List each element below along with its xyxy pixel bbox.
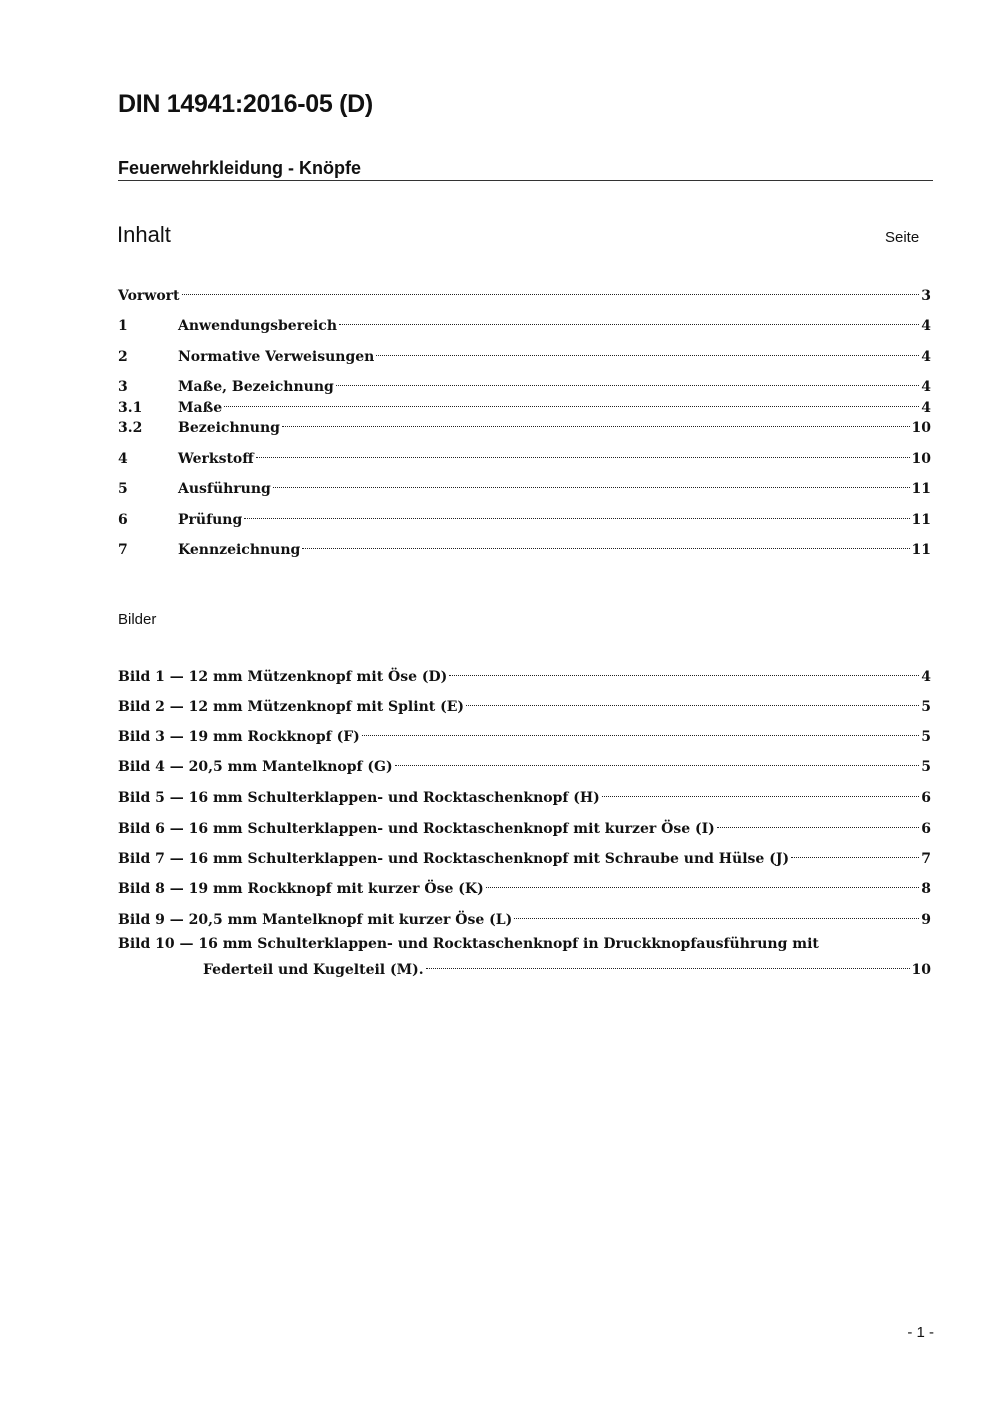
- toc-entry-label: Werkstoff: [178, 451, 254, 467]
- toc-entry-label: Ausführung: [178, 481, 271, 497]
- figure-entry-page: 4: [921, 669, 931, 685]
- toc-leader: [426, 954, 910, 974]
- toc-leader: [336, 371, 919, 391]
- toc-leader: [602, 782, 919, 802]
- figure-entry[interactable]: [118, 934, 931, 980]
- figure-entry-label: Bild 7 — 16 mm Schulterklappen- und Rocktaschenknopf mit Schraube und Hülse (J): [118, 851, 790, 867]
- toc-entry-page: 10: [911, 420, 931, 436]
- toc-leader: [224, 392, 919, 412]
- figure-entry-label: Bild 2 — 12 mm Mützenknopf mit Splint (E): [118, 699, 465, 715]
- toc-leader: [466, 691, 919, 711]
- toc-leader: [273, 473, 910, 493]
- toc-leader: [256, 443, 910, 463]
- toc-entry[interactable]: [118, 443, 931, 467]
- toc-leader: [449, 661, 919, 681]
- toc-entry-label: Vorwort: [118, 288, 180, 304]
- toc-entry[interactable]: [118, 473, 931, 497]
- toc-entry-label: Bezeichnung: [178, 420, 280, 436]
- figure-entry-label: Bild 10 — 16 mm Schulterklappen- und Rocktaschenknopf in Druckknopfausführung mit: [118, 936, 819, 952]
- toc-entry-number: 3.2: [118, 420, 143, 436]
- document-title: DIN 14941:2016-05 (D): [118, 90, 373, 118]
- figure-entry-label: Bild 8 — 19 mm Rockknopf mit kurzer Öse (K): [118, 881, 484, 897]
- toc-entry[interactable]: [118, 310, 931, 334]
- toc-leader: [486, 873, 920, 893]
- figure-entry[interactable]: [118, 873, 931, 897]
- toc-heading: Inhalt: [117, 222, 171, 247]
- toc-entry[interactable]: [118, 504, 931, 528]
- figure-entry-label: Bild 9 — 20,5 mm Mantelknopf mit kurzer Öse (L): [118, 912, 513, 928]
- figure-entry-label: Bild 6 — 16 mm Schulterklappen- und Rocktaschenknopf mit kurzer Öse (I): [118, 821, 715, 837]
- figure-entry-label-line2: Federteil und Kugelteil (M).: [203, 962, 424, 978]
- figure-entry-page: 5: [921, 699, 931, 715]
- figure-entry[interactable]: [118, 751, 931, 775]
- figure-entry-page: 6: [921, 790, 931, 806]
- toc-entry-number: 5: [118, 481, 128, 497]
- toc-entry-label: Normative Verweisungen: [178, 349, 375, 365]
- toc-entry[interactable]: [118, 392, 931, 416]
- toc-entry-label: Anwendungsbereich: [178, 318, 337, 334]
- toc-leader: [717, 813, 919, 833]
- figure-entry-page: 5: [921, 759, 931, 775]
- toc-leader: [791, 843, 919, 863]
- toc-entry-label: Maße: [178, 400, 223, 416]
- figure-entry-label: Bild 4 — 20,5 mm Mantelknopf (G): [118, 759, 393, 775]
- figure-entry-continuation: [118, 954, 931, 980]
- figure-entry[interactable]: [118, 721, 931, 745]
- toc-entry-number: 3: [118, 379, 128, 395]
- toc-entry-number: 3.1: [118, 400, 143, 416]
- toc-entry-label: Maße, Bezeichnung: [178, 379, 334, 395]
- figure-entry-label: Bild 3 — 19 mm Rockknopf (F): [118, 729, 360, 745]
- toc-entry-number: 2: [118, 349, 128, 365]
- toc-leader: [362, 721, 919, 741]
- toc-entry-number: 4: [118, 451, 128, 467]
- figure-entry[interactable]: [118, 782, 931, 806]
- toc-entry-page: 11: [911, 481, 931, 497]
- toc-entry[interactable]: [118, 412, 931, 436]
- toc-entry-label: Kennzeichnung: [178, 542, 301, 558]
- figure-entry[interactable]: [118, 904, 931, 928]
- figure-entry-page: 8: [921, 881, 931, 897]
- figure-entry[interactable]: [118, 843, 931, 867]
- figure-entry-label: Bild 1 — 12 mm Mützenknopf mit Öse (D): [118, 669, 448, 685]
- toc-leader: [514, 904, 919, 924]
- toc-leader: [302, 534, 909, 554]
- toc-entry-number: 1: [118, 318, 128, 334]
- toc-entry-number: 7: [118, 542, 128, 558]
- document-subtitle: Feuerwehrkleidung - Knöpfe: [118, 158, 933, 181]
- toc-entry-label: Prüfung: [178, 512, 243, 528]
- toc-leader: [182, 280, 920, 300]
- figure-entry-page: 5: [921, 729, 931, 745]
- figure-entry-label: Bild 5 — 16 mm Schulterklappen- und Rocktaschenknopf (H): [118, 790, 600, 806]
- toc-entry-page: 3: [921, 288, 931, 304]
- toc-entry[interactable]: [118, 280, 931, 304]
- figure-entry-page: 10: [911, 962, 931, 978]
- toc-entry[interactable]: [118, 371, 931, 395]
- toc-leader: [244, 504, 909, 524]
- toc-leader: [395, 751, 920, 771]
- toc-entry-page: 4: [921, 318, 931, 334]
- toc-entry-page: 11: [911, 512, 931, 528]
- toc-entry[interactable]: [118, 341, 931, 365]
- toc-leader: [376, 341, 919, 361]
- page-number: - 1 -: [907, 1324, 934, 1341]
- toc-entry[interactable]: [118, 534, 931, 558]
- figure-entry-page: 9: [921, 912, 931, 928]
- figure-entry[interactable]: [118, 813, 931, 837]
- figure-entry-page: 6: [921, 821, 931, 837]
- toc-page-label: Seite: [885, 229, 920, 246]
- toc-entry-page: 4: [921, 400, 931, 416]
- toc-entry-number: 6: [118, 512, 128, 528]
- toc-entry-page: 4: [921, 379, 931, 395]
- toc-entry-page: 4: [921, 349, 931, 365]
- figure-entry[interactable]: [118, 661, 931, 685]
- toc-leader: [339, 310, 919, 330]
- toc-entry-page: 11: [911, 542, 931, 558]
- figure-entry-page: 7: [921, 851, 931, 867]
- toc-leader: [282, 412, 910, 432]
- toc-entry-page: 10: [911, 451, 931, 467]
- figures-heading: Bilder: [118, 611, 157, 628]
- figure-entry[interactable]: [118, 691, 931, 715]
